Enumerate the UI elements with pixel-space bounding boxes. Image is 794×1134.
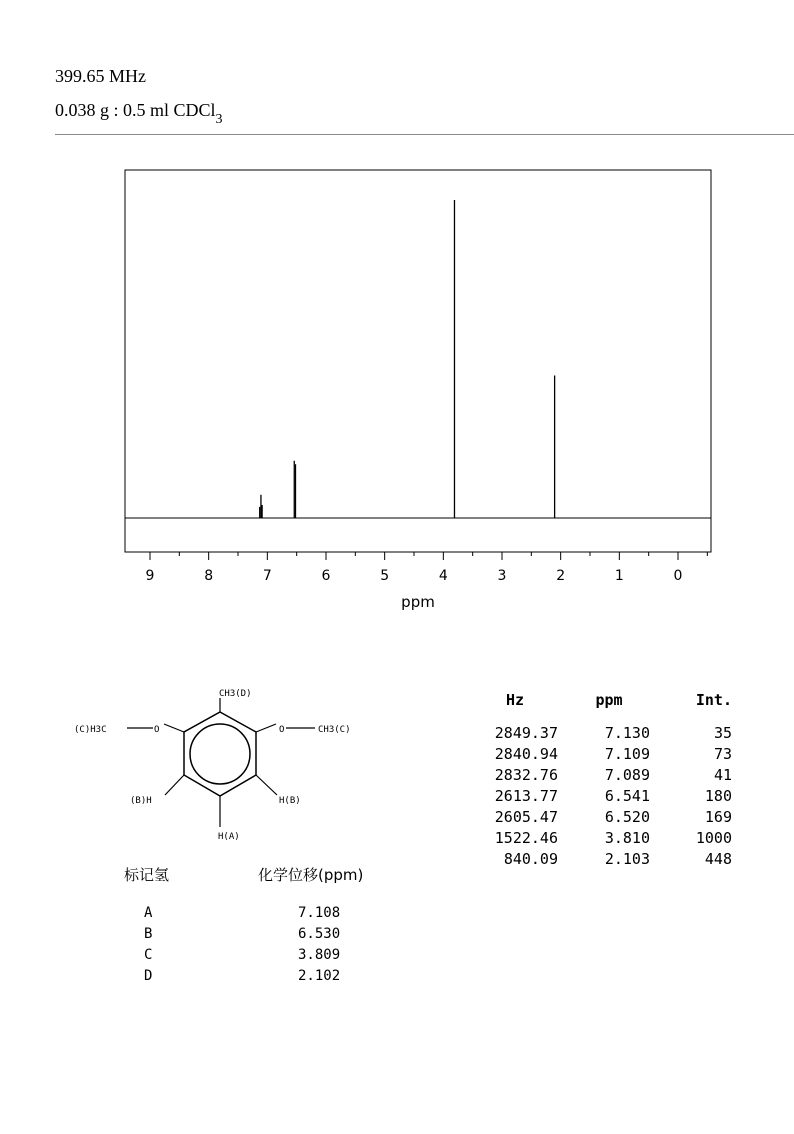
table-row [472, 743, 732, 764]
peak-ppm: 7.089 [604, 765, 650, 784]
peak-hz: 2840.94 [494, 744, 558, 763]
assignment-shift: 2.102 [298, 968, 341, 984]
assignment-shift: 7.108 [298, 905, 341, 921]
peak-ppm: 6.520 [604, 807, 650, 826]
peak-int: 73 [713, 744, 732, 763]
table-row [472, 785, 732, 806]
peak-hz: 840.09 [503, 849, 558, 868]
assignment-shift: 3.809 [298, 947, 341, 963]
label-h-bottom: H(A) [218, 832, 240, 842]
peak-header-ppm: ppm [595, 691, 623, 709]
x-tick-label: 4 [438, 568, 448, 584]
bond-h-right [256, 775, 277, 795]
assignment-shift: 6.530 [298, 926, 341, 942]
aromatic-circle [190, 724, 250, 784]
sample-text: 0.038 g : 0.5 ml CDCl [55, 100, 216, 120]
x-tick-label: 7 [262, 568, 272, 584]
molecule-structure [70, 680, 390, 850]
spectrometer-frequency: 399.65 MHz [55, 66, 146, 86]
label-oxygen-right: O [279, 725, 285, 735]
label-h-right: H(B) [279, 796, 301, 806]
peak-ppm: 7.130 [604, 723, 650, 742]
peak-header-hz: Hz [505, 691, 525, 709]
table-row [472, 827, 732, 848]
label-h-left: (B)H [130, 796, 152, 806]
assignment-header-shift: 化学位移(ppm) [258, 866, 364, 884]
table-row [472, 848, 732, 869]
label-left-group: (C)H3C [74, 725, 107, 735]
peak-ppm: 7.109 [604, 744, 650, 763]
x-axis-ticks [146, 552, 708, 584]
bond-left-o [164, 724, 184, 732]
peak-hz: 2832.76 [494, 765, 558, 784]
peak-table-header [472, 688, 732, 712]
peak-int: 448 [704, 849, 732, 868]
x-axis-label: ppm [401, 593, 435, 611]
bond-right-o [256, 724, 276, 732]
peak-table [472, 688, 732, 869]
x-tick-label: 1 [614, 568, 624, 584]
sample-subscript: 3 [215, 111, 223, 127]
x-tick-label: 6 [321, 568, 331, 584]
peak-int: 1000 [695, 828, 732, 847]
peak-int: 169 [704, 807, 732, 826]
peak-ppm: 3.810 [604, 828, 650, 847]
peak-hz: 2849.37 [494, 723, 558, 742]
table-row [472, 764, 732, 785]
label-right-group: CH3(C) [318, 725, 351, 735]
x-tick-label: 3 [497, 568, 507, 584]
assignment-label: A [144, 905, 153, 921]
x-tick-label: 2 [556, 568, 566, 584]
assignment-header-label: 标记氢 [124, 866, 170, 884]
table-row [472, 722, 732, 743]
x-tick-label: 8 [204, 568, 214, 584]
assignment-label: B [144, 926, 153, 942]
peak-header-int: Int. [695, 691, 732, 709]
assignment-label: D [144, 968, 153, 984]
peak-int: 35 [713, 723, 732, 742]
label-oxygen-left: O [154, 725, 160, 735]
peak-ppm: 2.103 [604, 849, 650, 868]
peak-int: 180 [704, 786, 732, 805]
peak-int: 41 [713, 765, 732, 784]
peak-hz: 2605.47 [494, 807, 558, 826]
peak-hz: 2613.77 [494, 786, 558, 805]
plot-frame [125, 170, 711, 552]
peaks-layer [260, 200, 555, 518]
bond-h-left [165, 775, 184, 795]
x-tick-label: 9 [145, 568, 155, 584]
x-tick-label: 0 [673, 568, 683, 584]
assignment-label: C [144, 947, 153, 963]
label-ch3-top: CH3(D) [219, 689, 252, 699]
peak-ppm: 6.541 [604, 786, 650, 805]
x-tick-label: 5 [380, 568, 390, 584]
table-row [472, 806, 732, 827]
peak-hz: 1522.46 [494, 828, 558, 847]
